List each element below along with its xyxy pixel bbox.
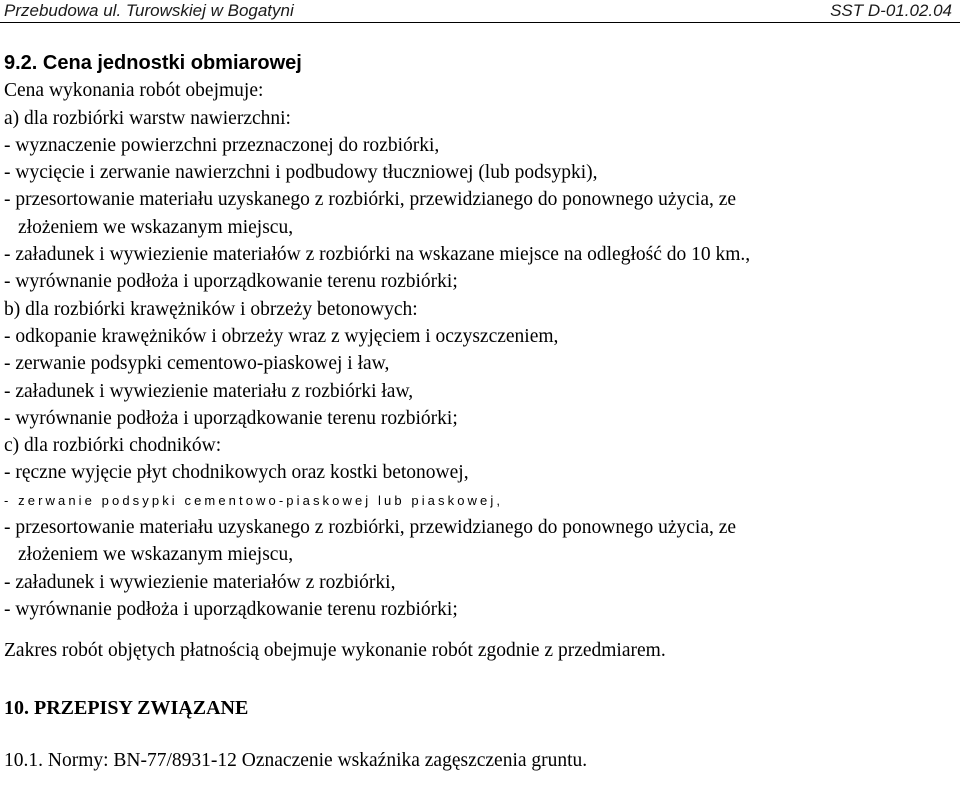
paragraph-line: a) dla rozbiórki warstw nawierzchni: [4,107,291,129]
standards-item: 10.1. Normy: BN-77/8931-12 Oznaczenie wskaźnika zagęszczenia gruntu. [4,749,588,771]
header-project-title: Przebudowa ul. Turowskiej w Bogatyni [4,1,294,20]
list-item: - wyrównanie podłoża i uporządkowanie terenu rozbiórki; [4,598,458,620]
list-item: - przesortowanie materiału uzyskanego z rozbiórki, przewidzianego do ponownego użycia, ze [4,517,737,539]
list-item-continuation: złożeniem we wskazanym miejscu, [18,544,294,566]
paragraph-line: c) dla rozbiórki chodników: [4,435,222,457]
section-10-heading: 10. PRZEPISY ZWIĄZANE [4,696,249,719]
list-item: - zerwanie podsypki cementowo-piaskowej lub piaskowej, [4,492,504,508]
header-divider [0,22,960,23]
list-item: - wycięcie i zerwanie nawierzchni i podbudowy tłuczniowej (lub podsypki), [4,162,598,184]
list-item: - odkopanie krawężników i obrzeży wraz z wyjęciem i oczyszczeniem, [4,325,559,347]
paragraph-line: b) dla rozbiórki krawężników i obrzeży betonowych: [4,298,418,320]
list-item: - wyznaczenie powierzchni przeznaczonej do rozbiórki, [4,134,440,156]
list-item-continuation: złożeniem we wskazanym miejscu, [18,216,294,238]
list-item: - załadunek i wywiezienie materiałów z rozbiórki na wskazane miejsce na odległość do 10 km., [4,244,751,266]
payment-scope-paragraph: Zakres robót objętych płatnością obejmuje wykonanie robót zgodnie z przedmiarem. [4,640,666,662]
document-body [4,50,954,774]
list-item: - załadunek i wywiezienie materiałów z rozbiórki, [4,571,396,593]
list-item: - przesortowanie materiału uzyskanego z rozbiórki, przewidzianego do ponownego użycia, ze [4,189,737,211]
section-9-2-heading: 9.2. Cena jednostki obmiarowej [4,52,302,74]
list-item: - zerwanie podsypki cementowo-piaskowej i ław, [4,353,390,375]
list-item: - wyrównanie podłoża i uporządkowanie terenu rozbiórki; [4,407,458,429]
header-spec-code: SST D-01.02.04 [830,1,952,20]
page-header [0,0,960,22]
list-item: - ręczne wyjęcie płyt chodnikowych oraz kostki betonowej, [4,462,469,484]
paragraph-line: Cena wykonania robót obejmuje: [4,80,264,102]
list-item: - wyrównanie podłoża i uporządkowanie terenu rozbiórki; [4,271,458,293]
list-item: - załadunek i wywiezienie materiału z rozbiórki ław, [4,380,414,402]
